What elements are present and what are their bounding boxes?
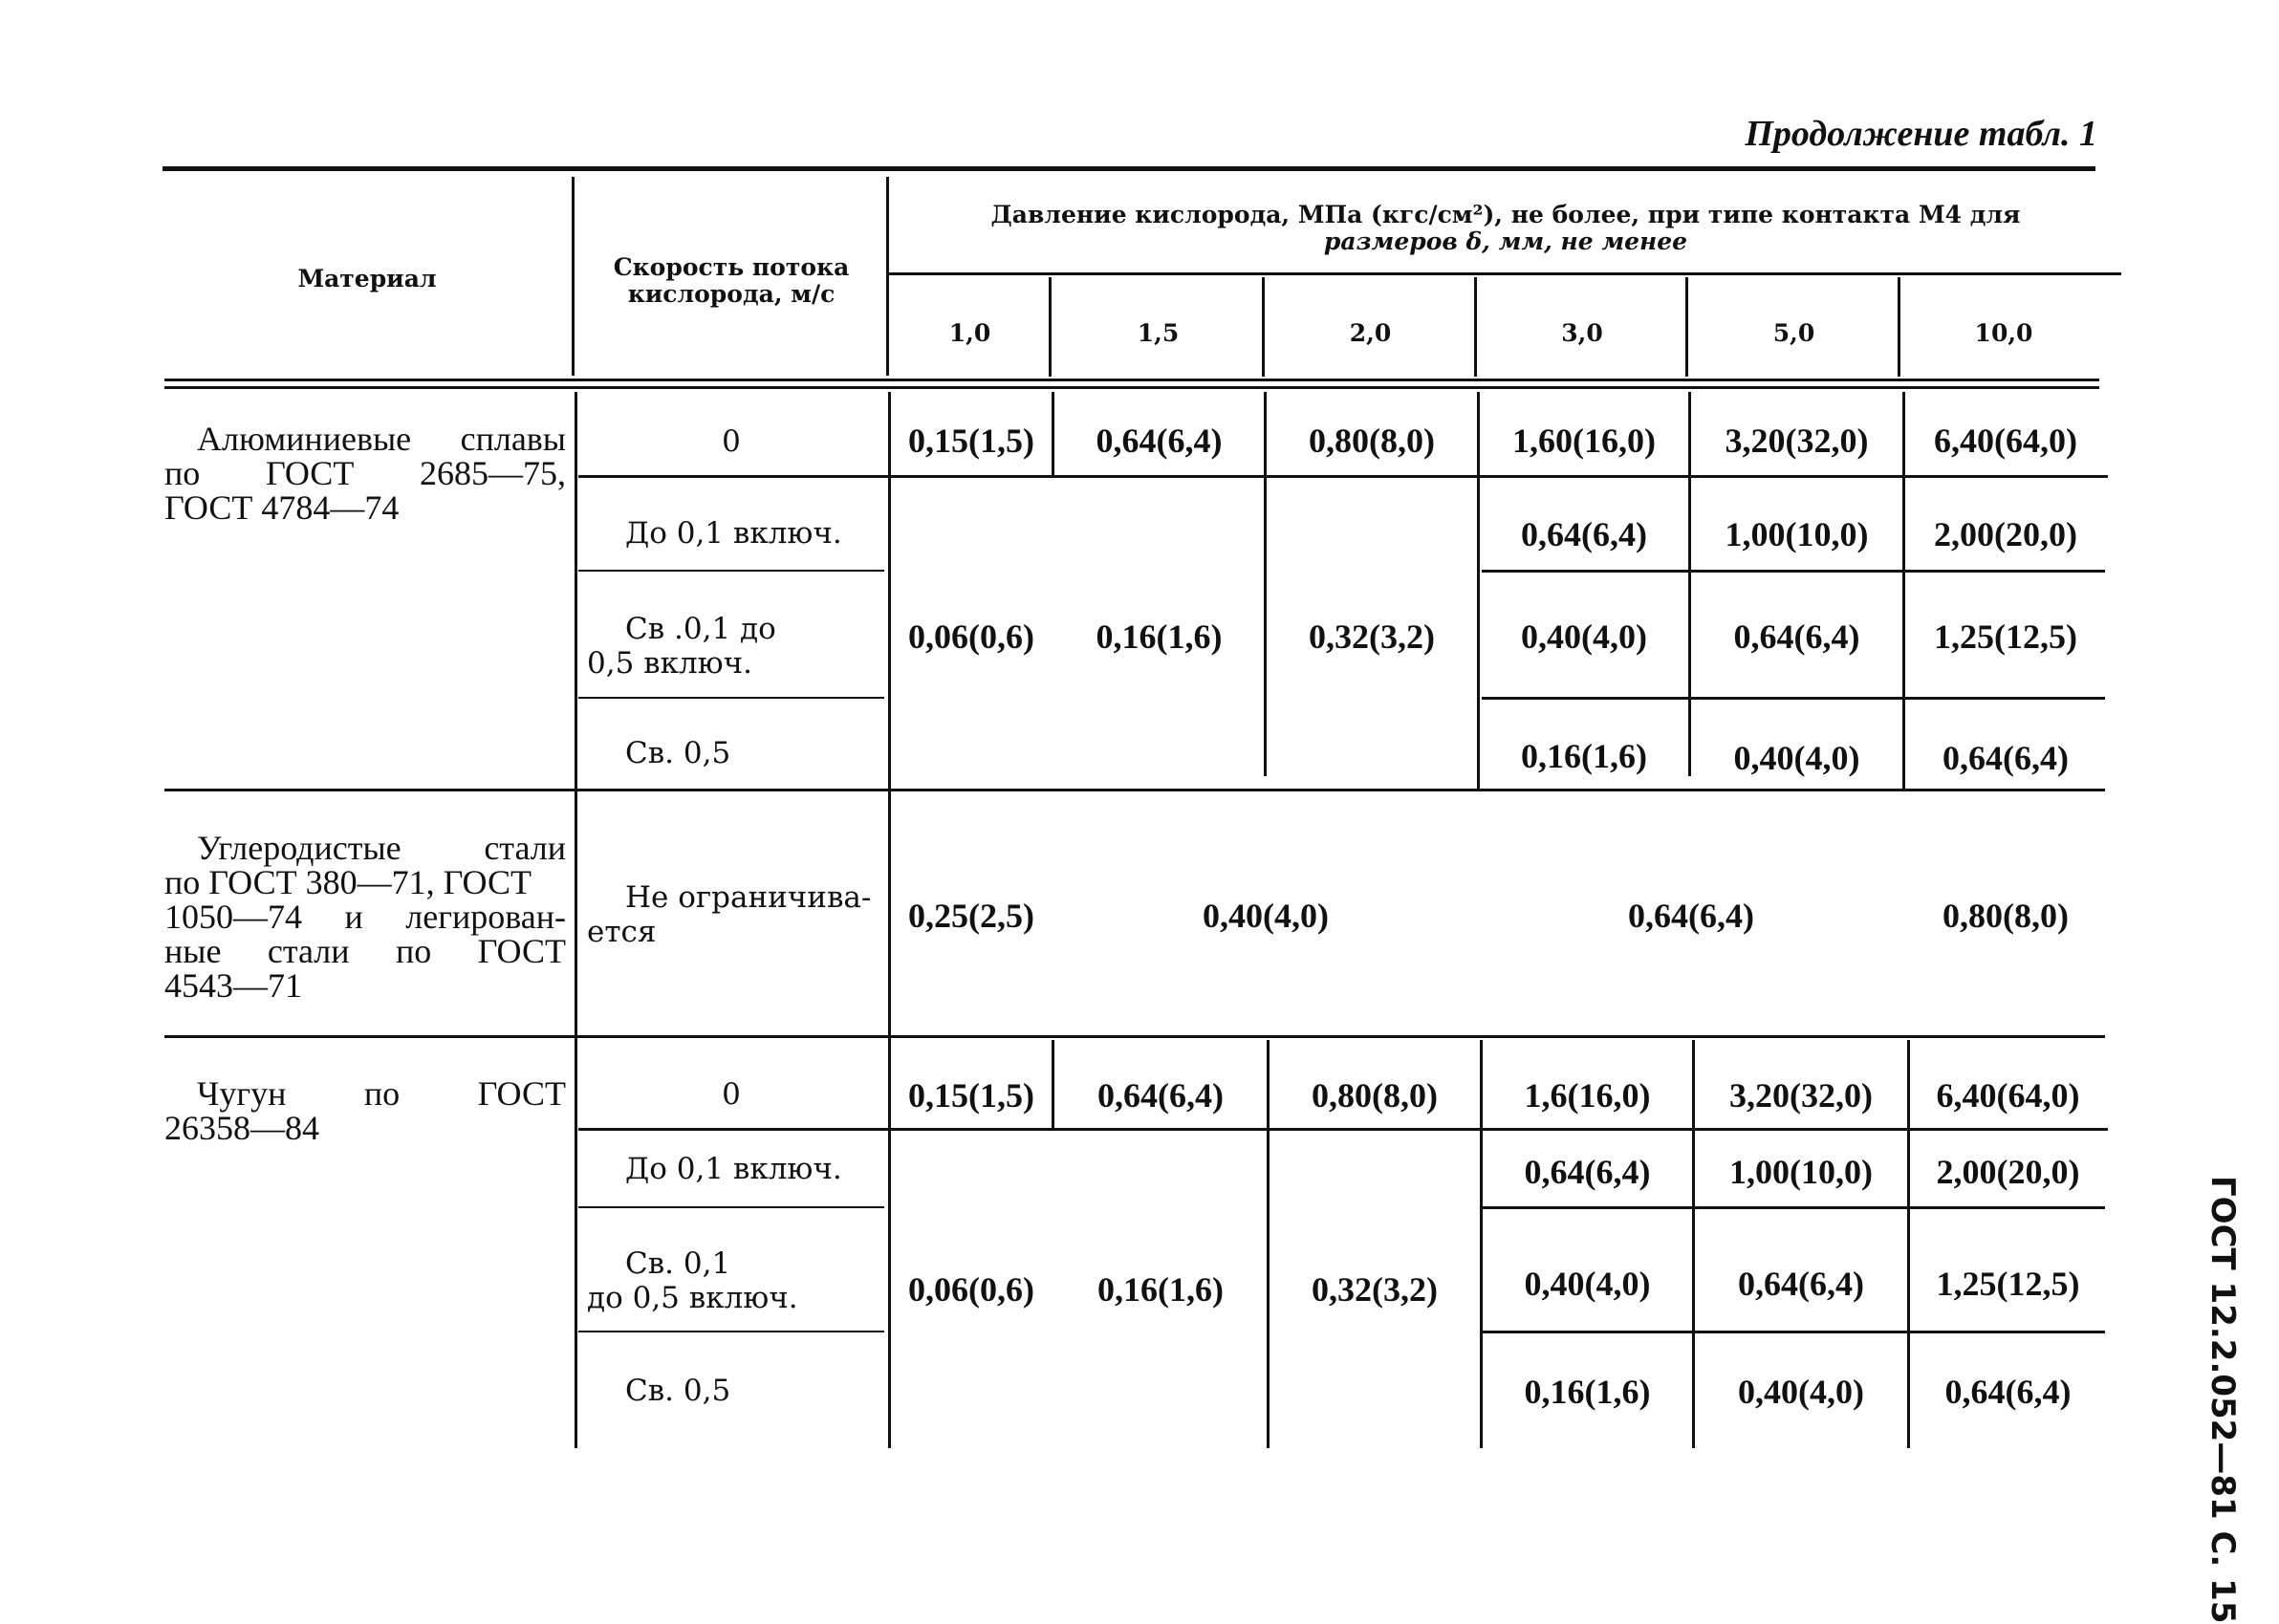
group-rule: [164, 1035, 2105, 1038]
header-size: 1,5: [1137, 319, 1180, 347]
value-cell: 0,16(1,6): [1097, 1270, 1224, 1309]
value-cell: 0,80(8,0): [1312, 1076, 1438, 1115]
header-rule: [888, 272, 2121, 275]
value-cell: 0,16(1,6): [1096, 617, 1223, 656]
side-page-label: ГОСТ 12.2.052—81 С. 15: [2203, 1176, 2242, 1624]
speed-cell: до 0,5 включ.: [587, 1281, 798, 1315]
header-size: 5,0: [1772, 319, 1815, 347]
value-cell: 0,80(8,0): [1309, 422, 1435, 460]
value-cell: 0,16(1,6): [1524, 1373, 1651, 1411]
row-rule: [578, 1128, 2108, 1131]
speed-cell: 0: [722, 424, 741, 459]
row-rule: [1482, 570, 2105, 573]
value-cell: 0,64(6,4): [1524, 1153, 1651, 1191]
header-divider: [1898, 277, 1900, 377]
header-divider: [1049, 277, 1052, 377]
header-speed: Скорость потока: [613, 253, 850, 281]
value-cell: 0,32(3,2): [1312, 1270, 1438, 1309]
material-cell: Алюминиевые сплавы по ГОСТ 2685—75, ГОСТ 4784—74: [164, 420, 566, 527]
value-cell: 0,64(6,4): [1738, 1265, 1864, 1303]
value-cell: 6,40(64,0): [1936, 1076, 2080, 1115]
header-pressure: размеров δ, мм, не менее: [1323, 227, 1688, 255]
row-rule: [578, 1331, 884, 1332]
material-cell: Углеродистые стали по ГОСТ 380—71, ГОСТ 1050—74 и легирован- ные стали по ГОСТ 4543—71: [164, 829, 566, 1005]
header-material: Материал: [297, 265, 437, 292]
value-cell: 0,64(6,4): [1943, 739, 2069, 777]
value-cell: 0,40(4,0): [1203, 897, 1329, 935]
header-divider: [572, 177, 575, 376]
row-rule: [578, 1206, 884, 1208]
value-cell: 1,00(10,0): [1729, 1153, 1873, 1191]
top-rule: [163, 166, 2095, 171]
row-rule: [1482, 1331, 2105, 1333]
value-cell: 6,40(64,0): [1934, 422, 2077, 460]
header-size: 1,0: [948, 319, 991, 347]
value-cell: 1,00(10,0): [1725, 515, 1869, 553]
value-cell: 0,64(6,4): [1097, 1076, 1224, 1115]
value-cell: 0,64(6,4): [1521, 515, 1647, 553]
header-divider: [1474, 277, 1477, 377]
speed-cell: Св. 0,5: [625, 1374, 731, 1408]
header-double-rule: [164, 379, 2099, 381]
value-cell: 2,00(20,0): [1936, 1153, 2080, 1191]
value-cell: 0,40(4,0): [1738, 1373, 1864, 1411]
speed-cell: Св .0,1 до: [625, 612, 776, 646]
speed-cell: До 0,1 включ.: [625, 1152, 842, 1186]
value-cell: 1,6(16,0): [1524, 1076, 1651, 1115]
header-size: 3,0: [1561, 319, 1603, 347]
header-double-rule: [164, 386, 2099, 389]
speed-cell: 0,5 включ.: [587, 646, 753, 681]
value-cell: 0,15(1,5): [908, 1076, 1034, 1115]
value-cell: 3,20(32,0): [1725, 422, 1869, 460]
header-divider: [1262, 277, 1265, 377]
value-cell: 0,16(1,6): [1521, 737, 1647, 775]
value-cell: 0,40(4,0): [1733, 739, 1860, 777]
row-rule: [578, 697, 884, 699]
value-cell: 1,25(12,5): [1934, 617, 2077, 656]
value-cell: 1,60(16,0): [1512, 422, 1656, 460]
row-rule: [578, 570, 884, 572]
value-cell: 1,25(12,5): [1936, 1265, 2080, 1303]
material-cell: Чугун по ГОСТ 26358—84: [164, 1074, 566, 1147]
row-rule: [1482, 1206, 2105, 1209]
value-cell: 0,25(2,5): [908, 897, 1034, 935]
header-size: 10,0: [1974, 319, 2033, 347]
value-cell: 0,40(4,0): [1524, 1265, 1651, 1303]
value-cell: 0,64(6,4): [1944, 1373, 2072, 1411]
speed-cell: Св. 0,5: [625, 736, 731, 770]
value-cell: 2,00(20,0): [1934, 515, 2077, 553]
value-cell: 3,20(32,0): [1729, 1076, 1873, 1115]
table-caption: Продолжение табл. 1: [1745, 114, 2097, 154]
value-cell: 0,64(6,4): [1096, 422, 1223, 460]
speed-cell: ется: [587, 915, 657, 949]
header-pressure: Давление кислорода, МПа (кгс/см²), не более, при типе контакта М4 для: [990, 201, 2021, 228]
value-cell: 0,80(8,0): [1943, 897, 2069, 935]
row-rule: [1482, 697, 2105, 700]
value-cell: 0,64(6,4): [1733, 617, 1860, 656]
speed-cell: 0: [722, 1077, 741, 1112]
speed-cell: До 0,1 включ.: [625, 516, 842, 551]
group-rule: [164, 789, 2105, 791]
header-speed: кислорода, м/с: [627, 280, 836, 308]
speed-cell: Не ограничива-: [625, 880, 872, 915]
value-cell: 0,64(6,4): [1628, 897, 1754, 935]
value-cell: 0,06(0,6): [908, 617, 1034, 656]
column-divider: [575, 392, 577, 1448]
speed-cell: Св. 0,1: [625, 1246, 731, 1281]
value-cell: 0,32(3,2): [1309, 617, 1435, 656]
value-cell: 0,40(4,0): [1521, 617, 1647, 656]
value-cell: 0,15(1,5): [908, 422, 1034, 460]
row-rule: [578, 475, 2108, 478]
header-size: 2,0: [1349, 319, 1392, 347]
value-cell: 0,06(0,6): [908, 1270, 1034, 1309]
header-divider: [1685, 277, 1688, 377]
